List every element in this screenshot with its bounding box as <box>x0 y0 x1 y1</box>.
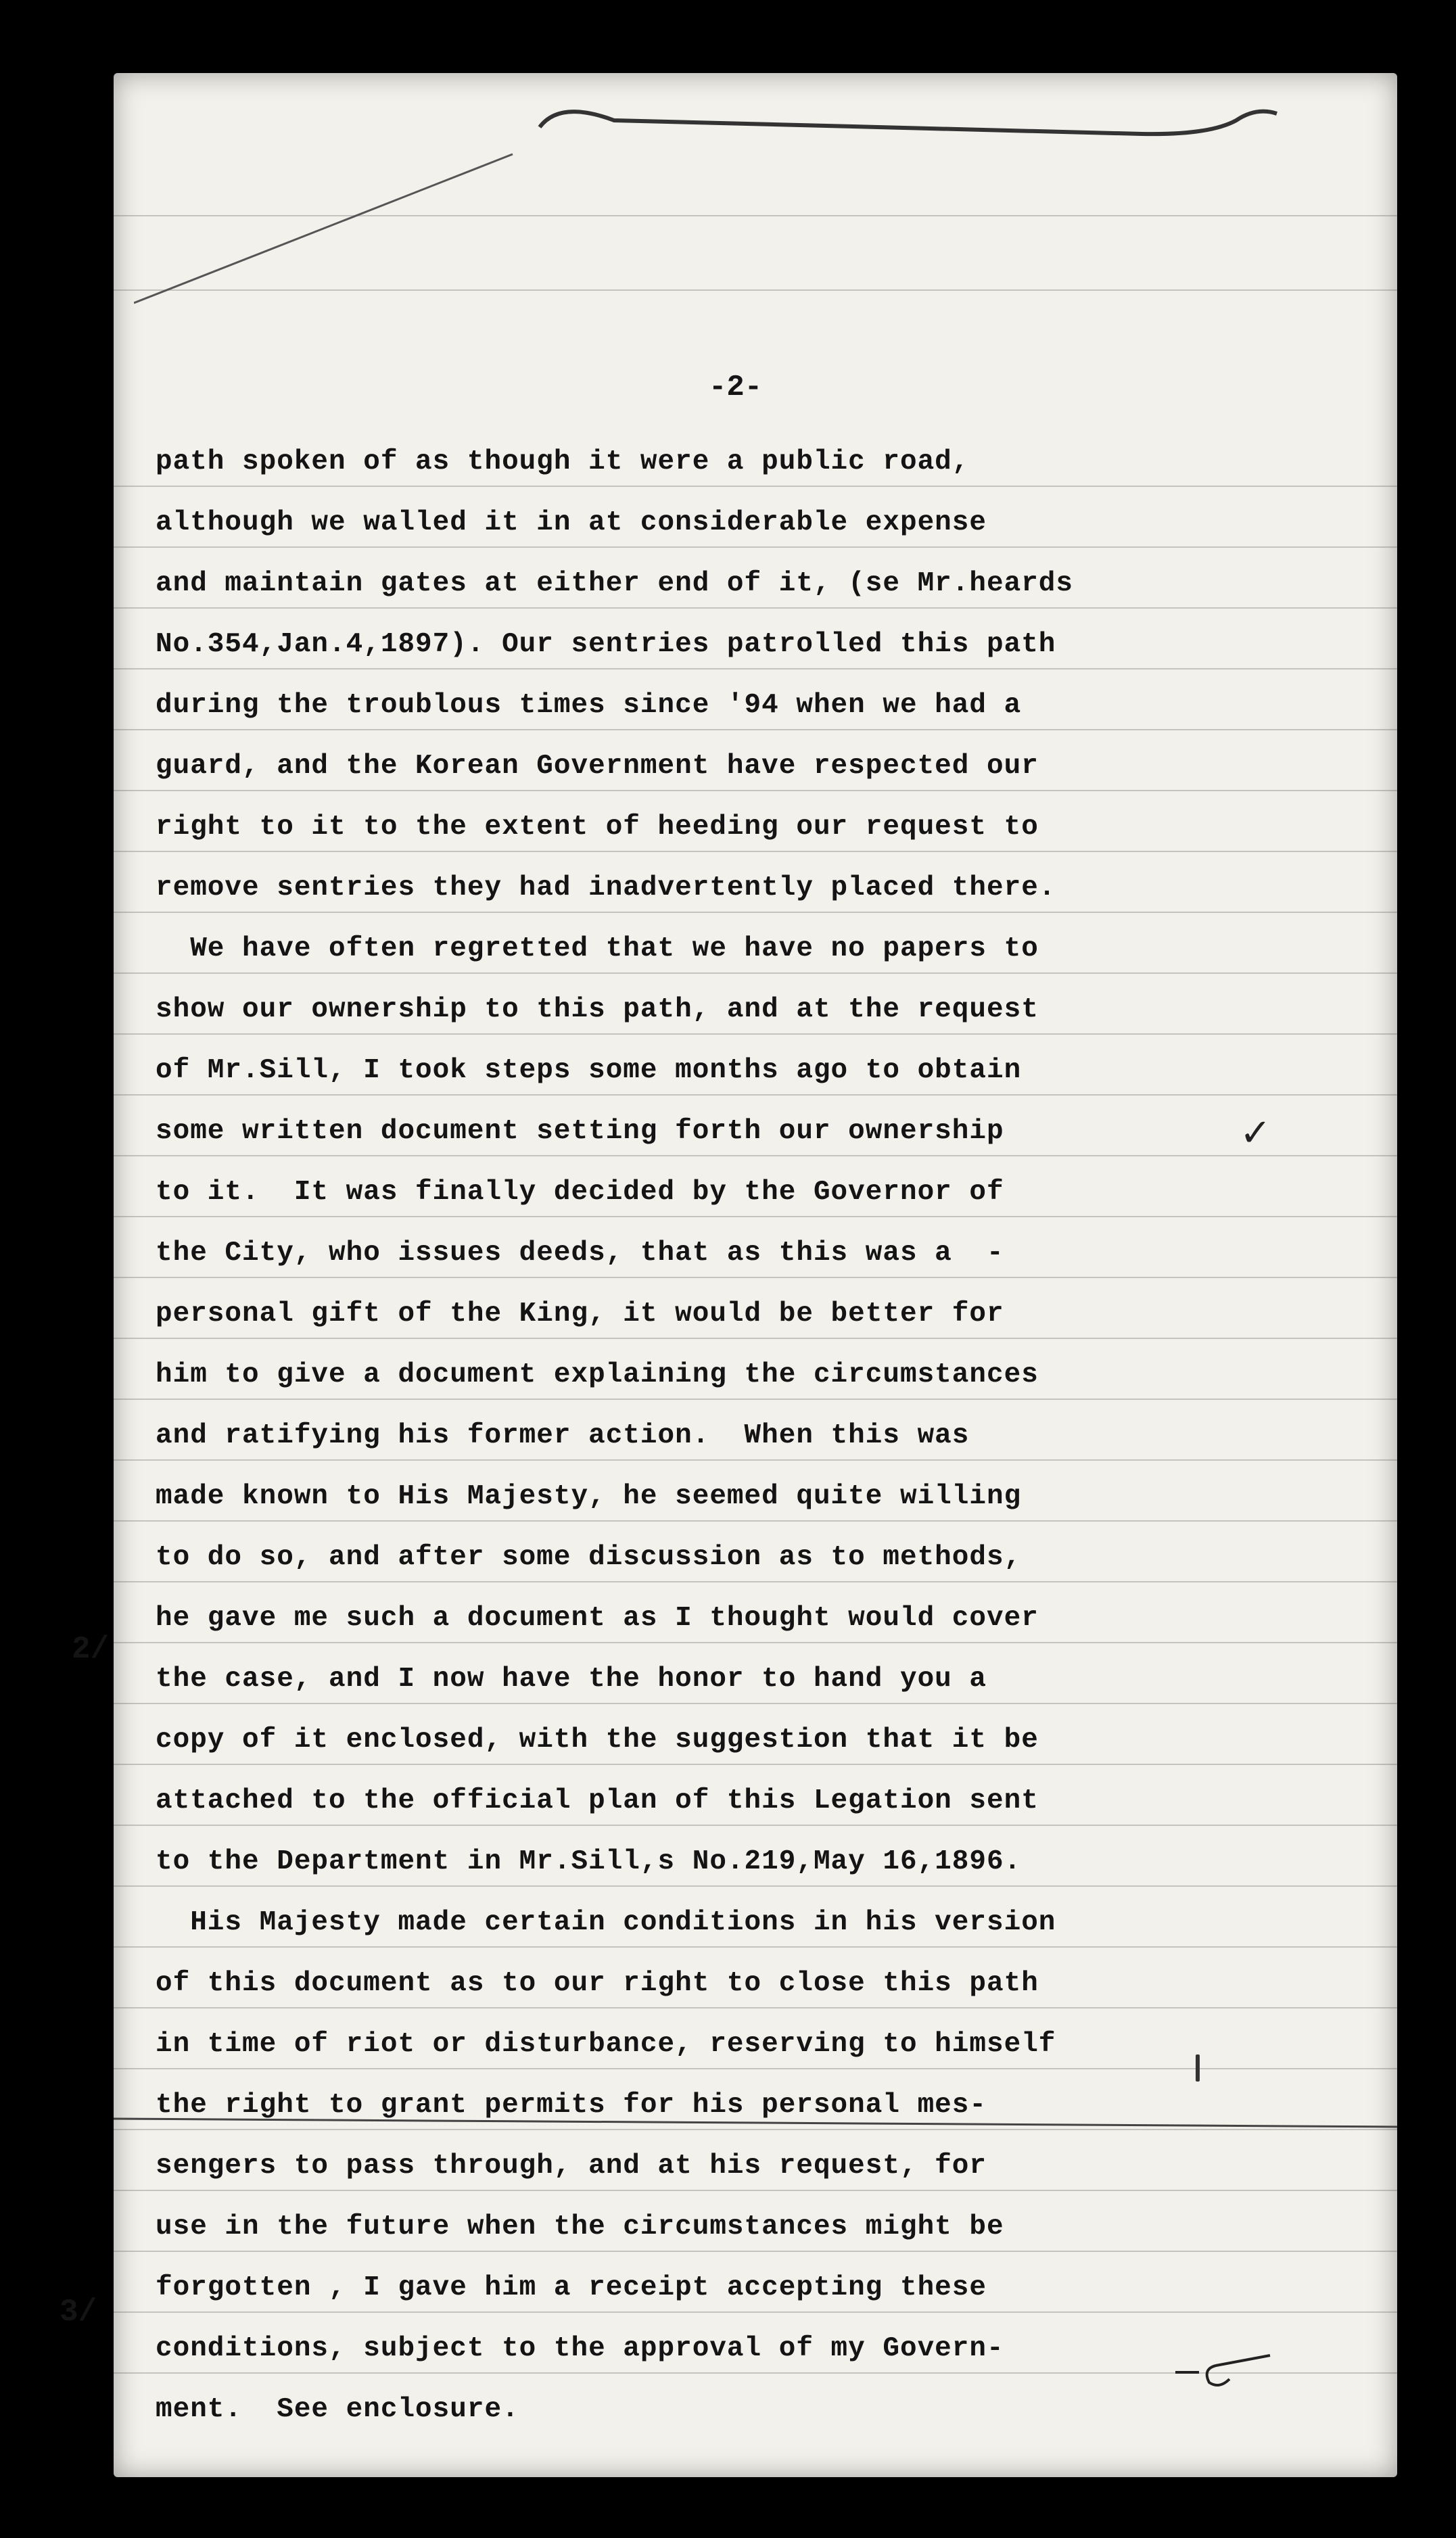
text-line: ment. See enclosure. <box>156 2394 519 2425</box>
text-line: personal gift of the King, it would be better for <box>156 1298 1004 1330</box>
letter-body <box>156 431 1211 2440</box>
text-line: some written document setting forth our ownership <box>156 1116 1004 1147</box>
text-line: the right to grant permits for his personal mes- <box>156 2090 987 2121</box>
text-line: attached to the official plan of this Legation sent <box>156 1785 1039 1816</box>
text-line: of Mr.Sill, I took steps some months ago to obtain <box>156 1055 1022 1086</box>
enclosure-2-marker: 2/ <box>72 1632 110 1667</box>
text-line: to the Department in Mr.Sill,s No.219,May 16,1896. <box>156 1846 1022 1877</box>
text-line: conditions, subject to the approval of my Govern- <box>156 2333 1004 2364</box>
text-line: His Majesty made certain conditions in his version <box>156 1907 1056 1938</box>
page-number: -2- <box>709 371 763 404</box>
text-line: made known to His Majesty, he seemed quite willing <box>156 1481 1022 1512</box>
text-line: path spoken of as though it were a public road, <box>156 446 970 477</box>
text-line: show our ownership to this path, and at the request <box>156 994 1039 1025</box>
text-line: the City, who issues deeds, that as this was a - <box>156 1238 1004 1269</box>
pencil-tick <box>1196 2054 1200 2082</box>
binding-thread <box>533 87 1311 161</box>
enclosure-3-marker: 3/ <box>60 2295 97 2330</box>
pencil-underline <box>114 2105 1397 2132</box>
text-line: copy of it enclosed, with the suggestion that it be <box>156 1724 1039 1756</box>
text-line: of this document as to our right to close this path <box>156 1968 1039 1999</box>
text-line: and maintain gates at either end of it, (se Mr.heards <box>156 568 1074 599</box>
text-line: right to it to the extent of heeding our request to <box>156 812 1039 843</box>
text-line: to it. It was finally decided by the Governor of <box>156 1177 1004 1208</box>
text-line: No.354,Jan.4,1897). Our sentries patrolled this path <box>156 629 1056 660</box>
text-line: We have often regretted that we have no papers to <box>156 933 1039 964</box>
text-line: to do so, and after some discussion as to methods, <box>156 1542 1022 1573</box>
text-line: forgotten , I gave him a receipt accepting these <box>156 2272 987 2303</box>
text-line: the case, and I now have the honor to hand you a <box>156 1664 987 1695</box>
text-line: although we walled it in at considerable expense <box>156 507 987 538</box>
text-line: during the troublous times since '94 when we had a <box>156 690 1022 721</box>
typed-page <box>60 73 1397 2477</box>
check-mark-icon: ✓ <box>1240 1111 1271 1155</box>
text-line: use in the future when the circumstances might be <box>156 2211 1004 2242</box>
pencil-flourish <box>1169 2339 1277 2399</box>
text-line: remove sentries they had inadvertently placed there. <box>156 872 1056 903</box>
pencil-stroke <box>134 141 540 316</box>
text-line: sengers to pass through, and at his request, for <box>156 2151 987 2182</box>
text-line: guard, and the Korean Government have respected our <box>156 751 1039 782</box>
text-line: him to give a document explaining the circumstances <box>156 1359 1039 1390</box>
text-line: in time of riot or disturbance, reserving to himself <box>156 2029 1056 2060</box>
text-line: and ratifying his former action. When this was <box>156 1420 970 1451</box>
text-line: he gave me such a document as I thought would cover <box>156 1603 1039 1634</box>
